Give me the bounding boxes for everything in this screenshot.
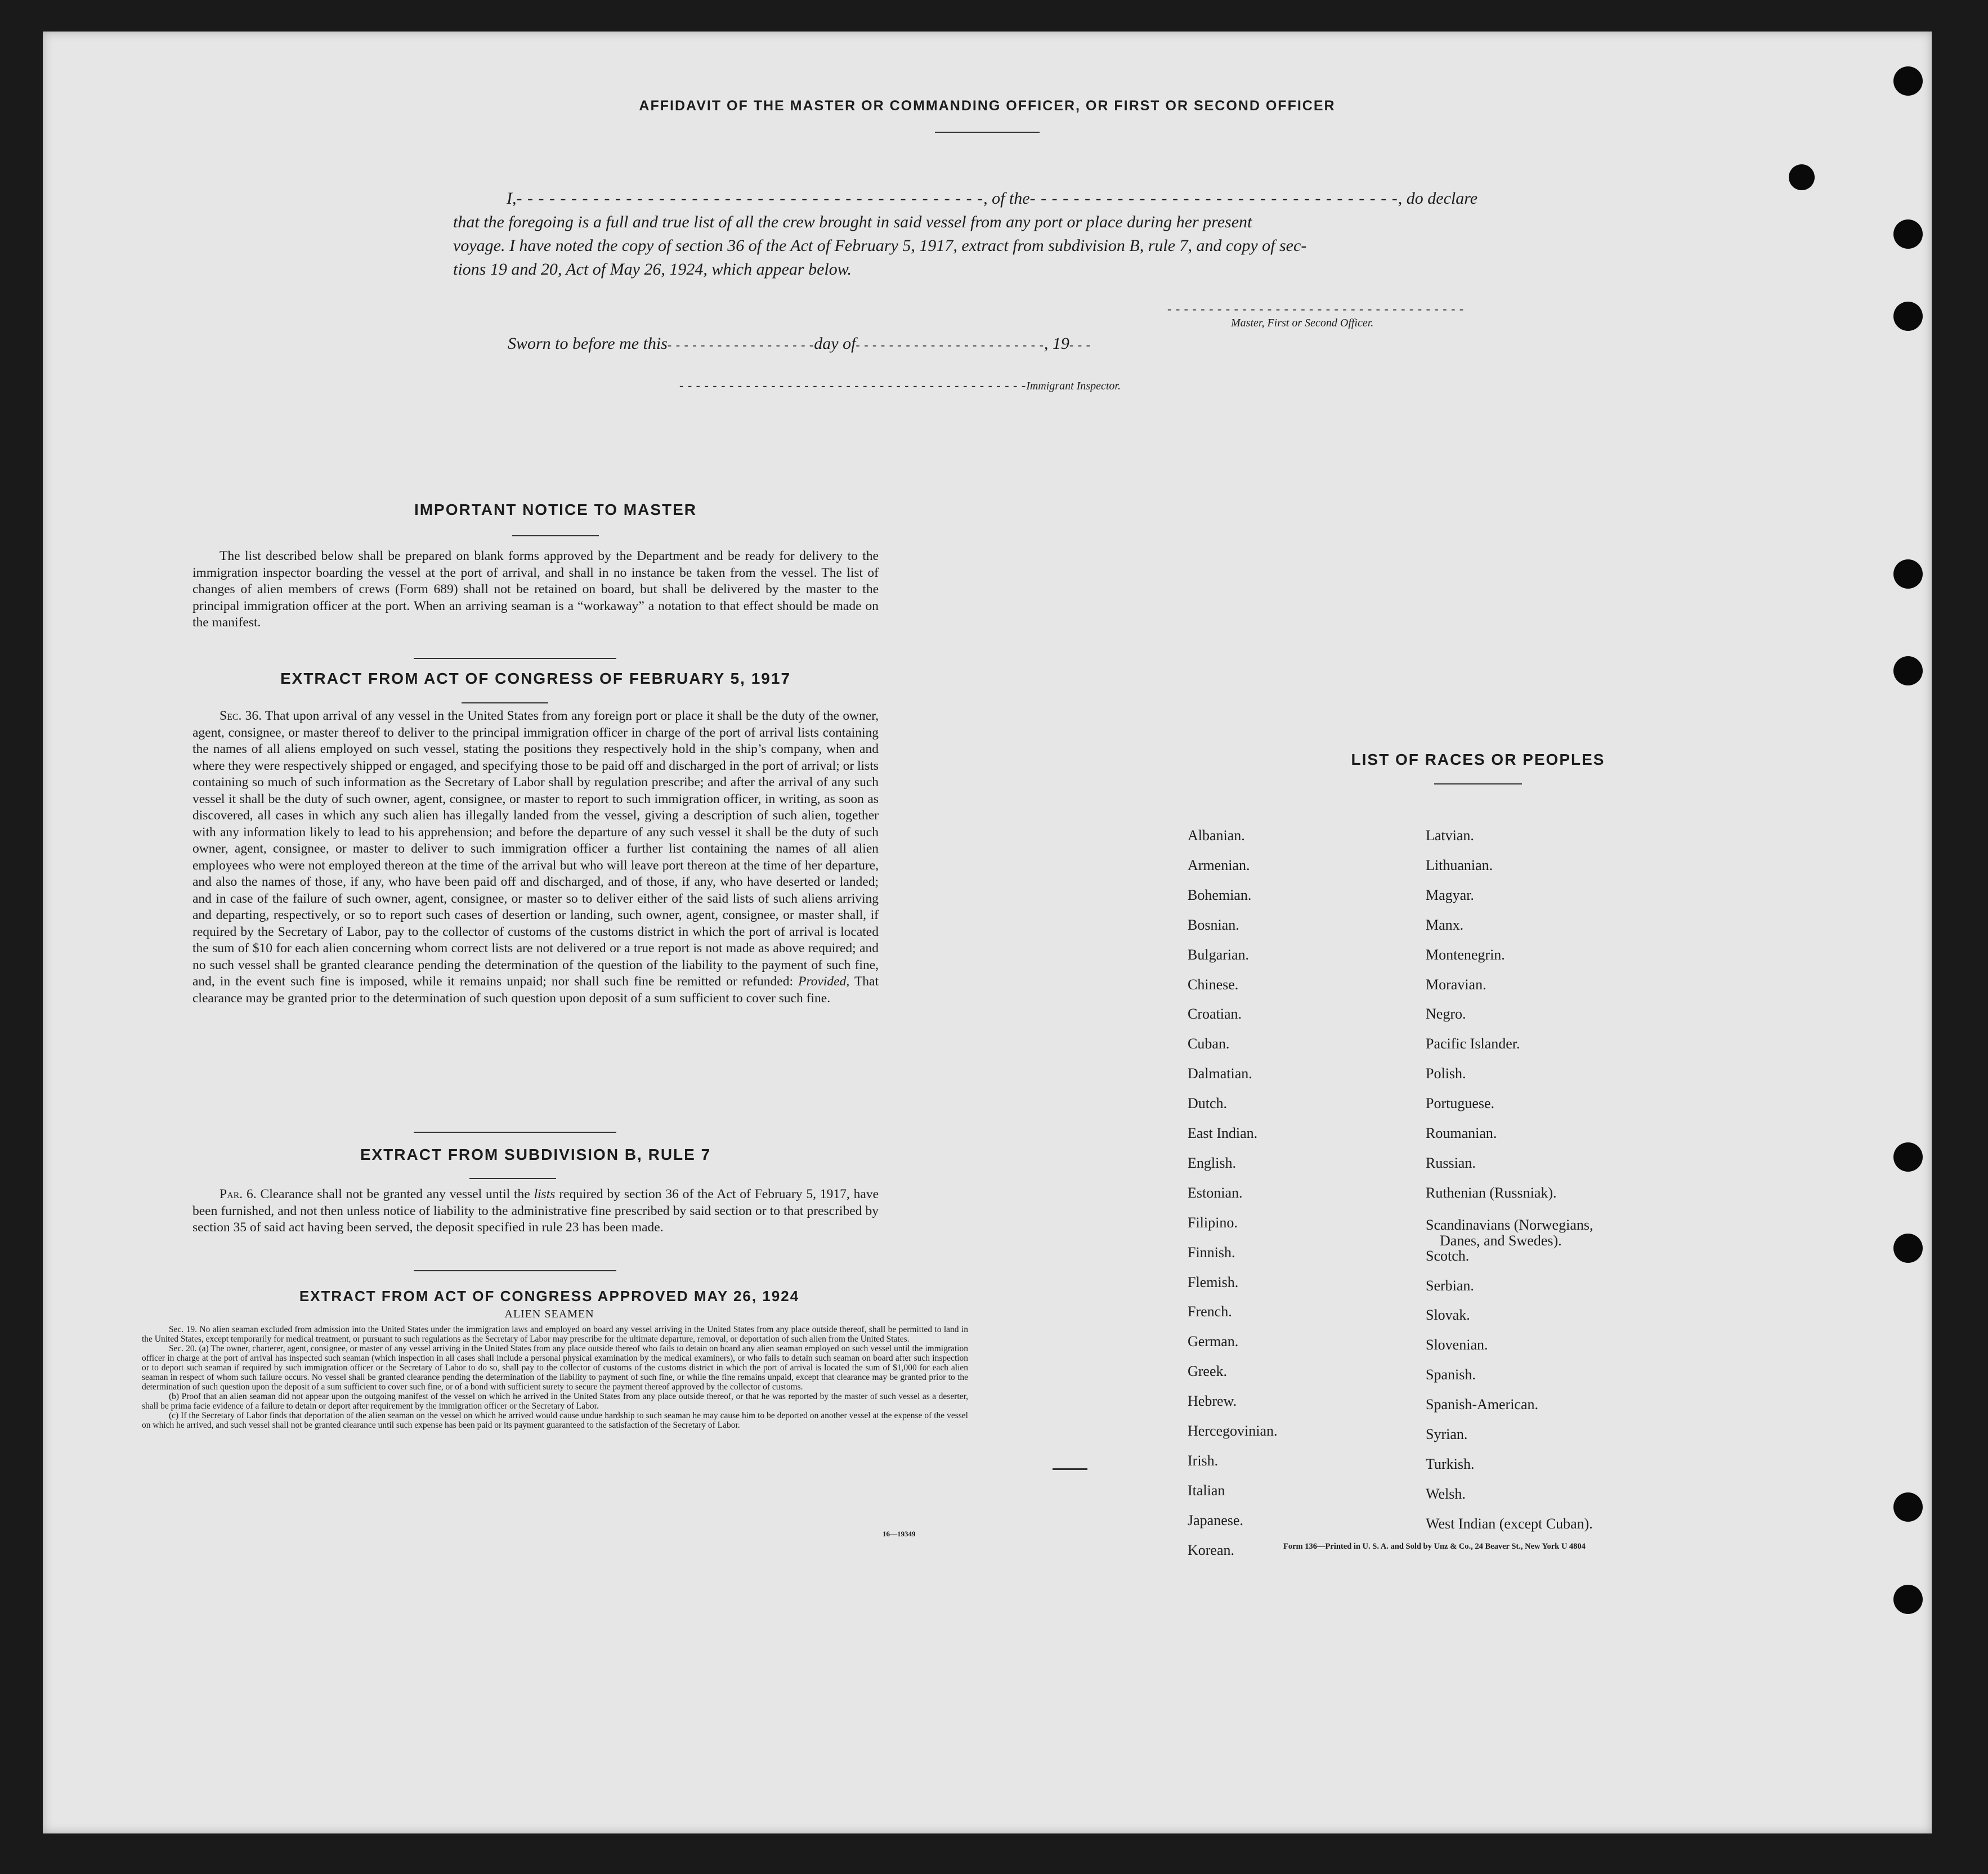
rule-7-text (192, 1186, 879, 1236)
divider (469, 1178, 556, 1179)
race-item: English. (1188, 1154, 1236, 1171)
section-36-body: That upon arrival of any vessel in the United States from any foreign port or place it shall be the duty of the owner, agent, consignee, or master thereof to deliver to the principal immigration officer in charge of the port of arrival lists containing the names of all aliens employed on such vessel, stating the positions they respectively hold in the ship’s company, when and where they were respectively shipped or engaged, and specifying those to be paid off and discharged in the port of arrival; or lists containing so much of such information as the Secretary of Labor shall by regulation prescribe; and after the arrival of any such vessel it shall be the duty of such owner, agent, consignee, or master to report to such immigration officer, in writing, as soon as discovered, all cases in which any such alien has illegally landed from the vessel, giving a description of such alien, together with any information likely to lead to his apprehension; and before the departure of any such vessel it shall be the duty of such owner, agent, consignee, or master to deliver to such immigration officer a further list containing the names of all alien employees who were not employed thereon at the time of the arrival but who will leave port thereon at the time of her departure, and also the names of those, if any, who have been paid off and discharged, and of those, if any, who have deserted or landed; and in case of the failure of such owner, agent, consignee, or master so to deliver either of the said lists of such aliens arriving and departing, respectively, or so to report such cases of desertion or landing, such owner, agent, consignee, or master shall, if required by the Secretary of Labor, pay to the collector of customs of the customs district in which the port of arrival is located the sum of $10 for each alien concerning whom correct lists are not delivered or a true report is not made as above required; and no such vessel shall be granted clearance pending the determination of the question of the liability to the payment of such fine, and, in the event such fine is imposed, while it remains unpaid; nor shall such fine be remitted or refunded: (192, 709, 879, 989)
race-item: Montenegrin. (1426, 946, 1505, 963)
race-item: Bohemian. (1188, 886, 1252, 903)
name-blank: - - - - - - - - - - - - - - - - - - - - - - - - - - - - - - - - - - - - - - - - - - - (516, 189, 984, 208)
declaration-declare: , do declare (1398, 189, 1478, 208)
divider (1434, 783, 1522, 784)
inspector-line (679, 378, 1121, 393)
race-item: Italian (1188, 1482, 1225, 1499)
extract-1917-text (192, 708, 879, 1007)
provided-word: Provided, (798, 974, 850, 989)
races-title: LIST OF RACES OR PEOPLES (1351, 751, 1605, 768)
notice-text: The list described below shall be prepared on blank forms approved by the Department and be ready for delivery to the immigration inspector boarding the vessel at the port of arrival, and shall in no instance be taken from the vessel. The list of changes of alien members of crews (Form 689) shall not be retained on board, but shall be delivered by the master to the principal immigration officer at the port. When an arriving seaman is a “workaway” a notation to that effect should be made on the manifest. (192, 549, 879, 630)
race-item: Dutch. (1188, 1095, 1228, 1112)
section-36-label: Sec. 36. (220, 709, 262, 723)
race-item: Slovenian. (1426, 1337, 1488, 1353)
binder-hole (1893, 302, 1923, 331)
par-6-label: Par. 6. (220, 1187, 257, 1201)
binder-hole (1893, 1492, 1923, 1522)
section-20a-text: Sec. 20. (a) The owner, charterer, agent, consignee, or master of any vessel arriving in the United States from any place outside thereof who fails to detain on board any alien seaman employed on such vessel until the immigration officer in charge at the port of arrival has inspected such seaman (which inspection in all cases shall include a personal physical examination by the medical examiners), or who fails to detain such seaman on board after such inspection or to deport such seaman if required by such immigration officer or the Secretary of Labor to do so, shall pay to the collector of customs of the customs district in which the port of arrival is located the sum of $1,000 for each alien seaman in respect of whom such failure occurs. No vessel shall be granted clearance pending the determination of the liability to payment of such fine, or while the fine remains unpaid, except that clearance may be granted prior to the determination of such question upon the deposit of a sum sufficient to cover such fine, or of a bond with sufficient surety to secure the payment thereof approved by the collector of customs. (142, 1344, 968, 1392)
inspector-label: Immigrant Inspector. (1026, 380, 1121, 392)
race-item: Armenian. (1188, 857, 1250, 873)
sworn-day-label: day of (814, 334, 856, 353)
race-item: Ruthenian (Russniak). (1426, 1184, 1557, 1201)
race-item: Turkish. (1426, 1455, 1475, 1472)
race-item: Spanish-American. (1426, 1396, 1539, 1413)
race-item: Chinese. (1188, 976, 1239, 993)
race-item: Finnish. (1188, 1244, 1235, 1261)
affidavit-title: AFFIDAVIT OF THE MASTER OR COMMANDING OFFICER, OR FIRST OR SECOND OFFICER (639, 98, 1336, 114)
declaration-i: I, (507, 189, 517, 208)
race-item: Serbian. (1426, 1277, 1474, 1294)
race-item: Lithuanian. (1426, 857, 1493, 873)
binder-hole (1893, 1585, 1923, 1614)
race-item: Magyar. (1426, 886, 1474, 903)
sworn-month-blank: - - - - - - - - - - - - - - - - - - - - - - - (856, 338, 1044, 352)
binder-hole (1893, 1234, 1923, 1263)
race-item: Japanese. (1188, 1512, 1243, 1528)
race-item: Scotch. (1426, 1247, 1470, 1264)
stray-mark (1053, 1468, 1087, 1470)
race-item: Latvian. (1426, 827, 1474, 844)
section-20b-text: (b) Proof that an alien seaman did not appear upon the outgoing manifest of the vessel on which he arrived in the United States from any place outside thereof, or that he was reported by the master of such vessel as a deserter, shall be prima facie evidence of a failure to detain or deport after requirement by the immigration officer or the Secretary of Labor. (142, 1392, 968, 1411)
sworn-year-label: , 19 (1044, 334, 1069, 353)
race-item: Korean. (1188, 1541, 1235, 1558)
document-code: 16—19349 (883, 1530, 916, 1538)
divider (462, 702, 548, 703)
extract-1924-body (142, 1325, 968, 1430)
binder-hole (1893, 1142, 1923, 1172)
declaration-of-the: , of the (983, 189, 1030, 208)
extract-1924-title: EXTRACT FROM ACT OF CONGRESS APPROVED MAY 26, 1924 (299, 1288, 800, 1304)
race-item: French. (1188, 1303, 1232, 1320)
master-signature-label: Master, First or Second Officer. (1231, 317, 1374, 329)
race-item: Scandinavians (Norwegians, (1426, 1216, 1593, 1233)
binder-hole (1893, 559, 1923, 589)
race-item: Estonian. (1188, 1184, 1243, 1201)
race-item: Hebrew. (1188, 1393, 1237, 1410)
lists-word: lists (534, 1187, 556, 1201)
binder-hole (1893, 656, 1923, 685)
race-item: Spanish. (1426, 1366, 1476, 1383)
section-36-end: That clearance may be granted prior to the determination of such question upon deposit of a sum sufficient to cover such fine. (192, 974, 879, 1006)
race-item: Cuban. (1188, 1035, 1230, 1052)
race-item: Danes, and Swedes). (1440, 1232, 1562, 1249)
binder-hole (1893, 219, 1923, 249)
race-item: Welsh. (1426, 1485, 1466, 1502)
sworn-prefix: Sworn to before me this (508, 334, 668, 353)
declaration-line-2: that the foregoing is a full and true list of all the crew brought in said vessel from any port or place during her present (453, 213, 1252, 231)
race-item: Polish. (1426, 1065, 1466, 1082)
race-item: Hercegovinian. (1188, 1423, 1278, 1439)
race-item: Bulgarian. (1188, 946, 1250, 963)
divider (414, 1132, 616, 1133)
race-item: Russian. (1426, 1154, 1476, 1171)
race-item: Moravian. (1426, 976, 1486, 993)
form-printer-note: Form 136—Printed in U. S. A. and Sold by Unz & Co., 24 Beaver St., New York U 4804 (1283, 1542, 1586, 1551)
race-item: Pacific Islander. (1426, 1035, 1520, 1052)
rule-7-text-b: required by section 36 of the Act of February 5, 1917, have been furnished, and not then unless notice of liability to the administrative fine prescribed by said section or to that prescribed by section 35 of said act having been served, the deposit specified in rule 23 has been made. (192, 1187, 879, 1235)
sworn-year-blank: - - - (1069, 338, 1091, 352)
divider (414, 658, 616, 659)
race-item: Irish. (1188, 1452, 1219, 1469)
race-item: West Indian (except Cuban). (1426, 1515, 1593, 1532)
race-item: Syrian. (1426, 1426, 1468, 1442)
section-19-text: Sec. 19. No alien seaman excluded from admission into the United States under the immigration laws and employed on board any vessel arriving in the United States from any place outside thereof, shall be permitted to land in the United States, except temporarily for medical treatment, or pursuant to such regulations as the Secretary of Labor may prescribe for the ultimate departure, removal, or deportation of such alien from the United States. (142, 1325, 968, 1344)
master-signature-blank: - - - - - - - - - - - - - - - - - - - - - - - - - - - - - - - - - - - - (1167, 302, 1465, 316)
race-item: Croatian. (1188, 1006, 1242, 1023)
race-item: Negro. (1426, 1006, 1466, 1023)
declaration-line-3: voyage. I have noted the copy of section 36 of the Act of February 5, 1917, extract from subdivision B, rule 7, and copy of sec- (453, 236, 1307, 255)
race-item: German. (1188, 1333, 1239, 1350)
section-20c-text: (c) If the Secretary of Labor finds that deportation of the alien seaman on the vessel on which he arrived would cause undue hardship to such seaman he may cause him to be deported on another vessel at the expense of the vessel on which he arrived, and such vessel shall not be granted clearance until such expense has been paid or its payment guaranteed to the satisfaction of the Secretary of Labor. (142, 1411, 968, 1430)
race-item: Albanian. (1188, 827, 1245, 844)
alien-seamen-subtitle: ALIEN SEAMEN (504, 1308, 594, 1320)
race-item: Filipino. (1188, 1214, 1238, 1231)
race-item: Flemish. (1188, 1274, 1239, 1290)
sworn-day-blank: - - - - - - - - - - - - - - - - - - (667, 338, 814, 352)
race-item: Bosnian. (1188, 916, 1239, 933)
divider (935, 132, 1040, 133)
race-item: East Indian. (1188, 1125, 1258, 1141)
race-item: Portuguese. (1426, 1095, 1495, 1112)
divider (414, 1270, 616, 1271)
document-page (43, 32, 1932, 1833)
race-item: Greek. (1188, 1363, 1228, 1380)
inspector-signature-blank: - - - - - - - - - - - - - - - - - - - - - - - - - - - - - - - - - - - - - - - - - - (679, 378, 1027, 392)
race-item: Roumanian. (1426, 1125, 1497, 1141)
extract-1917-title: EXTRACT FROM ACT OF CONGRESS OF FEBRUARY 5, 1917 (280, 670, 791, 687)
rule-7-title: EXTRACT FROM SUBDIVISION B, RULE 7 (360, 1146, 711, 1163)
divider (512, 535, 599, 536)
declaration-line-4: tions 19 and 20, Act of May 26, 1924, which appear below. (453, 260, 852, 279)
notice-title: IMPORTANT NOTICE TO MASTER (414, 501, 697, 518)
binder-hole (1789, 164, 1815, 190)
rule-7-text-a: Clearance shall not be granted any vessel until the (260, 1187, 530, 1201)
vessel-blank: - - - - - - - - - - - - - - - - - - - - - - - - - - - - - - - - - - (1029, 189, 1398, 208)
declaration-line-1 (507, 189, 1477, 208)
binder-hole (1893, 66, 1923, 96)
race-item: Slovak. (1426, 1307, 1470, 1324)
sworn-line (508, 334, 1091, 353)
race-item: Dalmatian. (1188, 1065, 1252, 1082)
race-item: Manx. (1426, 916, 1464, 933)
